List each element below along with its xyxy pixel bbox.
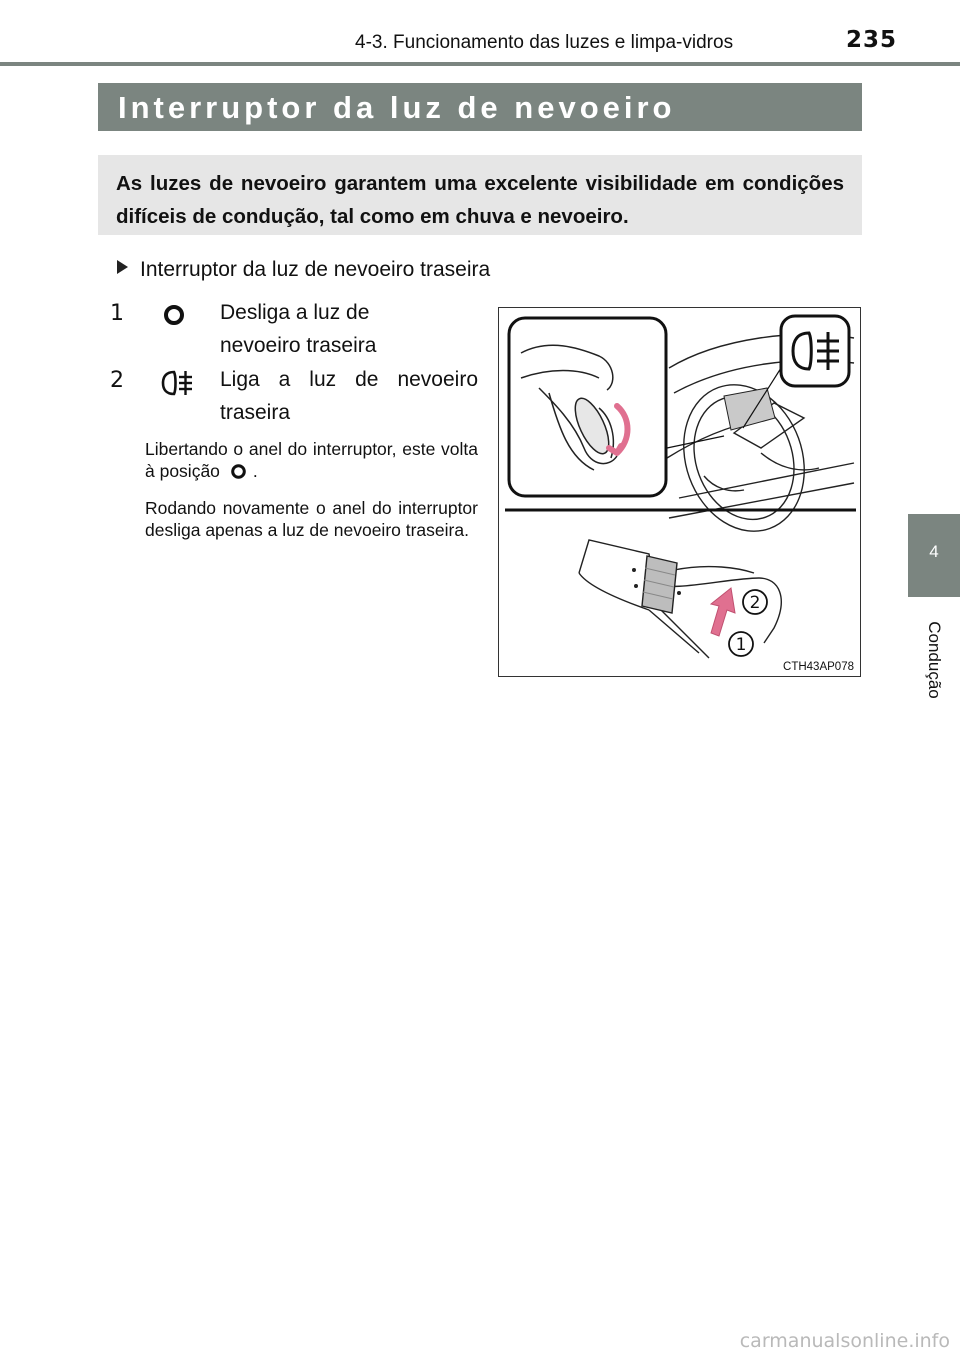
callout-1-label: 1	[735, 635, 747, 655]
push-arrow	[711, 588, 735, 636]
chapter-number: 4	[929, 542, 939, 561]
note-release-ring	[145, 438, 478, 482]
callout-2-label: 2	[749, 593, 761, 613]
step-text-1	[220, 296, 478, 362]
section-title: Interruptor da luz de nevoeiro	[118, 90, 676, 125]
page-number: 235	[846, 27, 898, 53]
note1-before: Libertando o anel do interruptor, este volta à posição	[145, 439, 478, 481]
step-text-2-line2: traseira	[220, 401, 291, 424]
switch-ring	[642, 556, 677, 613]
step-text-2-line1: Liga a luz de nevoeiro	[220, 368, 478, 391]
step-text-1-line2: nevoeiro traseira	[220, 334, 377, 357]
intro-box	[98, 155, 862, 235]
intro-text: As luzes de nevoeiro garantem uma excelente visibilidade em condições difíceis de condução, tal como em chuva e nevoeiro.	[116, 172, 844, 228]
header-rule	[0, 62, 960, 66]
step-text-2	[220, 363, 478, 429]
step-number-1: 1	[110, 301, 124, 326]
fog-switch-illustration	[499, 308, 860, 676]
note1-after: .	[252, 461, 258, 481]
step-number-2: 2	[110, 368, 124, 393]
rear-fog-heading	[117, 258, 490, 282]
figure-illustration	[498, 307, 861, 677]
step-text-1-line1: Desliga a luz de	[220, 301, 370, 324]
chapter-tab	[908, 514, 960, 597]
watermark: carmanualsonline.info	[739, 1330, 950, 1352]
rear-fog-heading-text: Interruptor da luz de nevoeiro traseira	[140, 258, 491, 281]
header-section-path: 4-3. Funcionamento das luzes e limpa-vidros	[355, 32, 734, 53]
note-rotate-ring: Rodando novamente o anel do interruptor desliga apenas a luz de nevoeiro traseira.	[145, 498, 478, 540]
callout-1	[729, 632, 753, 656]
fog-light-off-icon	[230, 463, 247, 480]
triangle-bullet-icon	[117, 260, 128, 274]
figure-code: CTH43AP078	[783, 661, 854, 673]
fog-light-off-icon	[162, 303, 186, 327]
section-title-bar	[98, 83, 862, 131]
chapter-label: Condução	[925, 621, 944, 699]
callout-2	[743, 590, 767, 614]
rear-fog-light-icon	[160, 368, 196, 398]
